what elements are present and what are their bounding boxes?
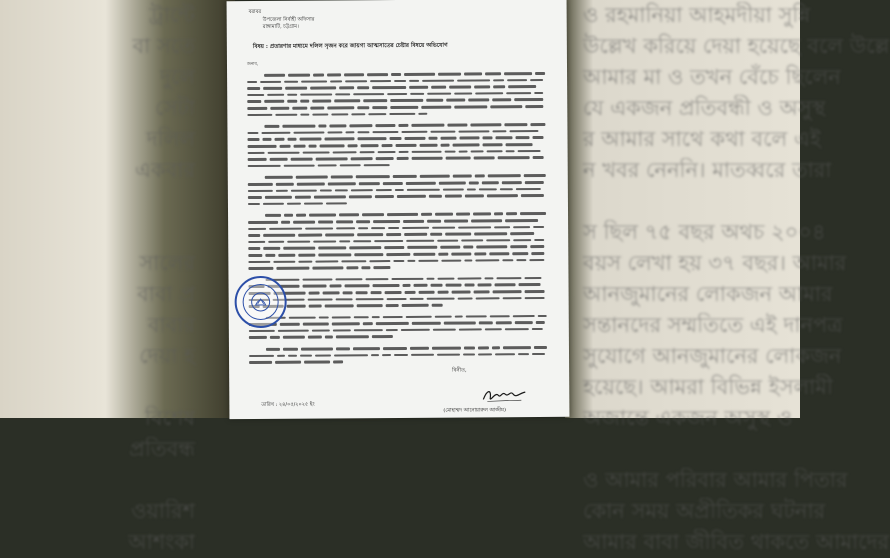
text-line — [249, 332, 547, 341]
bg-left-line — [0, 217, 235, 248]
bg-left-line — [0, 372, 235, 403]
seal-emblem — [243, 284, 279, 320]
official-seal — [234, 276, 286, 328]
bg-left-line: একবার — [135, 158, 195, 182]
bg-left-line: প্রতিবন্ধ — [129, 437, 195, 461]
bg-left-line: দুলে — [159, 65, 195, 89]
background-left-blurred — [0, 0, 235, 554]
bg-right-line: আমার মা ও তখন বেঁচে ছিলেন — [583, 65, 841, 89]
body-paragraph — [247, 121, 545, 169]
complaint-letter — [227, 0, 570, 419]
signature — [481, 385, 527, 409]
letter-body — [247, 70, 547, 366]
bg-left-line: ওয়ারিশ — [131, 499, 195, 523]
text-line — [249, 357, 547, 366]
bg-right-line: হয়েছে। আমরা বিভিন্ন ইসলামী — [583, 375, 833, 399]
bg-left-line: সালের — [139, 251, 195, 275]
background-left-text — [0, 0, 235, 554]
bg-left-line: ট্রান্টে — [149, 3, 195, 27]
address-line-2: উপজেলা নির্বাহী অফিসার — [262, 16, 315, 23]
bg-right-line: ন খবর নেননি। মাতব্বরে তারা — [583, 158, 832, 182]
seal-emblem-icon — [250, 291, 272, 313]
handwritten-signature-icon — [481, 385, 527, 405]
bg-right-line — [583, 186, 800, 217]
text-line — [248, 161, 546, 170]
background-right-text — [583, 0, 890, 554]
bg-left-line — [0, 465, 235, 496]
bg-left-line: বা সতে — [132, 34, 195, 58]
bg-right-line — [583, 434, 800, 465]
bg-left-line: দেয়া হ — [139, 344, 195, 368]
bg-right-line: অজান্তে একজন অসুস্থ ও — [583, 406, 793, 430]
bg-left-line: বাবা প্র — [137, 282, 195, 306]
signer-name: (মোহাম্মদ আনোয়ারুল আজীম) — [443, 407, 506, 414]
bg-right-line: সুযোগে আনজুমানের লোকজন — [583, 344, 842, 368]
bg-right-line: ও আমার পরিবার আমার পিতার — [583, 468, 848, 492]
body-paragraph — [248, 275, 546, 310]
bg-right-line: আমার বাবা জীবিত থাকতে আমাদের — [583, 530, 890, 554]
bg-left-line: আশংকা — [128, 530, 195, 554]
text-line — [249, 301, 547, 310]
bg-right-line: বয়স লেখা হয় ৩৭ বছর। আমার — [583, 251, 847, 275]
body-paragraph — [249, 313, 547, 341]
bg-right-line: ও রহমানিয়া আহমদীয়া সুন্নি — [583, 3, 811, 27]
background-right-blurred — [565, 0, 890, 554]
bg-left-line: বিশেষ — [144, 406, 195, 430]
bg-left-line: বাবার — [147, 313, 195, 337]
text-line — [248, 199, 546, 208]
text-line — [248, 263, 546, 272]
bg-right-line: সন্তানদের সম্মতিতে এই দানপত্র — [583, 313, 843, 337]
bg-right-line: যে একজন প্রতিবন্ধী ও অসুস্থ — [583, 96, 826, 120]
body-paragraph — [247, 70, 545, 118]
salutation: জনাব, — [246, 60, 259, 66]
bg-left-line: দলিল — [146, 127, 195, 151]
letter-subject: বিষয় : প্রতারণার মাধ্যমে দলিল সৃজন করে জায়গা আত্মসাতের চেষ্টার বিষয়ে অভিযোগ — [252, 42, 448, 50]
address-line-1: বরাবর — [248, 8, 262, 16]
bg-right-line: উল্লেখ করিয়ে দেয়া হয়েছে বলে উল্লে — [583, 34, 890, 58]
bg-right-line: কোন সময় অপ্রীতিকর ঘটনার — [583, 499, 826, 523]
address-line-3: রাঙ্গামাটি, চট্টগ্রাম। — [262, 23, 299, 30]
bg-right-line: র আমার সাথে কথা বলে এই — [583, 127, 821, 151]
body-paragraph — [249, 344, 547, 366]
letter-date: তারিখ : ২৪/০৫/২০২৫ ইং — [261, 401, 315, 408]
closing: বিনীত, — [452, 367, 467, 374]
body-paragraph — [248, 172, 546, 207]
recipient-address — [249, 7, 545, 32]
bg-left-line: সেটা — [155, 96, 195, 120]
body-paragraph — [248, 210, 546, 271]
bg-right-line: স ছিল ৭৫ বছর অথচ ২০০৪ — [583, 220, 826, 244]
bg-right-line: আনজুমানের লোকজন আমার — [583, 282, 833, 306]
text-line — [247, 110, 545, 119]
bg-left-line — [0, 186, 235, 217]
